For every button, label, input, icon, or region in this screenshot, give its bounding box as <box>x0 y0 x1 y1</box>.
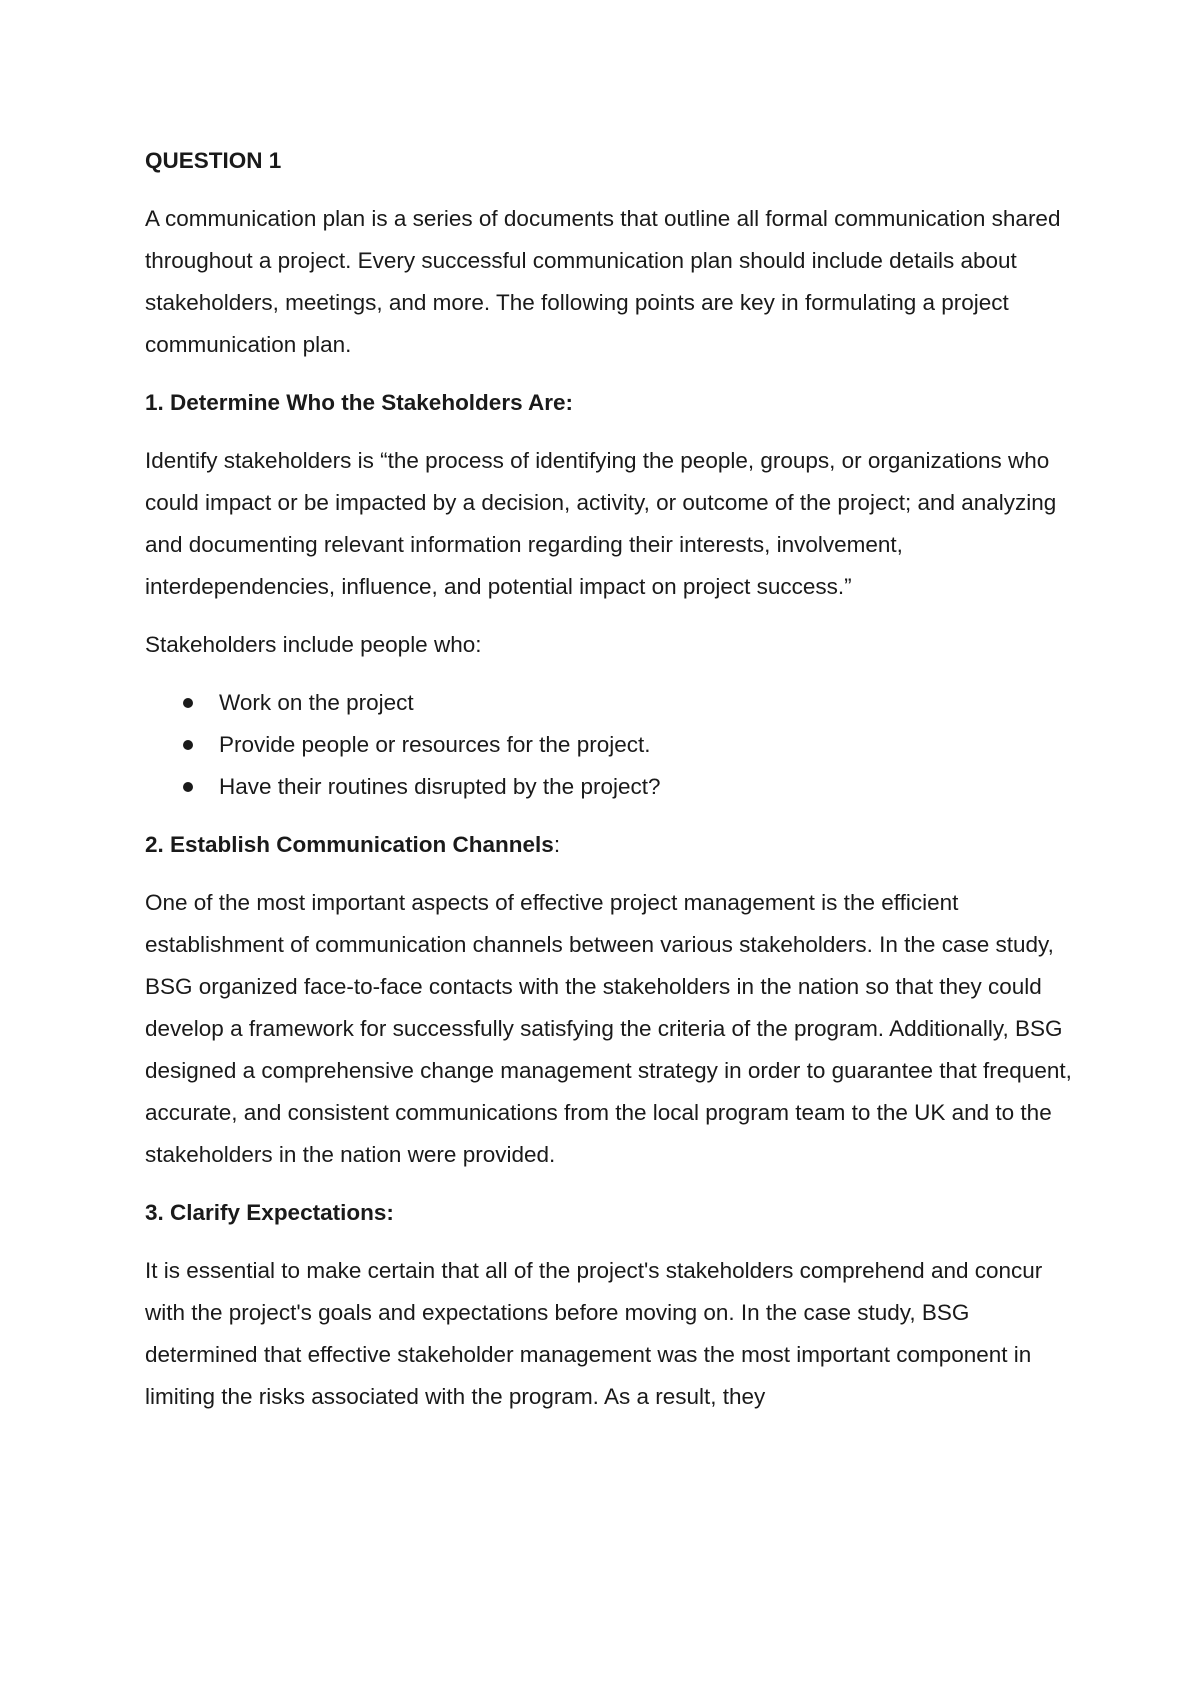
list-item <box>145 724 1075 766</box>
document-page <box>145 140 1075 1434</box>
intro-paragraph: A communication plan is a series of documents that outline all formal communication shared throughout a project. Every successful communication plan should include details about stakeholders, meetings, and more. The following points are key in formulating a project communication plan. <box>145 206 1061 357</box>
section-1-list-intro: Stakeholders include people who: <box>145 632 482 657</box>
bullet-icon <box>183 740 193 750</box>
list-item-text: Provide people or resources for the project. <box>219 732 651 757</box>
section-2-paragraph: One of the most important aspects of effective project management is the efficient establishment of communication channels between various stakeholders. In the case study, BSG organized face-to-face contacts with the stakeholders in the nation so that they could develop a framework for successfully satisfying the criteria of the program. Additionally, BSG designed a comprehensive change management strategy in order to guarantee that frequent, accurate, and consistent communications from the local program team to the UK and to the stakeholders in the nation were provided. <box>145 890 1072 1167</box>
list-item <box>145 766 1075 808</box>
list-item-text: Have their routines disrupted by the project? <box>219 774 661 799</box>
bullet-icon <box>183 782 193 792</box>
section-3-heading: 3. Clarify Expectations: <box>145 1200 394 1225</box>
list-item-text: Work on the project <box>219 690 414 715</box>
question-title: QUESTION 1 <box>145 148 282 173</box>
section-1-heading: 1. Determine Who the Stakeholders Are: <box>145 390 574 415</box>
section-1-paragraph: Identify stakeholders is “the process of identifying the people, groups, or organizations who could impact or be impacted by a decision, activity, or outcome of the project; and analyzing and documenting relevant information regarding their interests, involvement, interdependencies, influence, and potential impact on project success.” <box>145 448 1057 599</box>
section-3-paragraph: It is essential to make certain that all of the project's stakeholders comprehend and concur with the project's goals and expectations before moving on. In the case study, BSG determined that effective stakeholder management was the most important component in limiting the risks associated with the program. As a result, they <box>145 1258 1043 1409</box>
section-2-heading-text: 2. Establish Communication Channels <box>145 832 554 857</box>
section-2-heading <box>145 824 1075 866</box>
stakeholder-list <box>145 682 1075 808</box>
list-item <box>145 682 1075 724</box>
section-2-heading-colon: : <box>553 832 561 857</box>
bullet-icon <box>183 698 193 708</box>
